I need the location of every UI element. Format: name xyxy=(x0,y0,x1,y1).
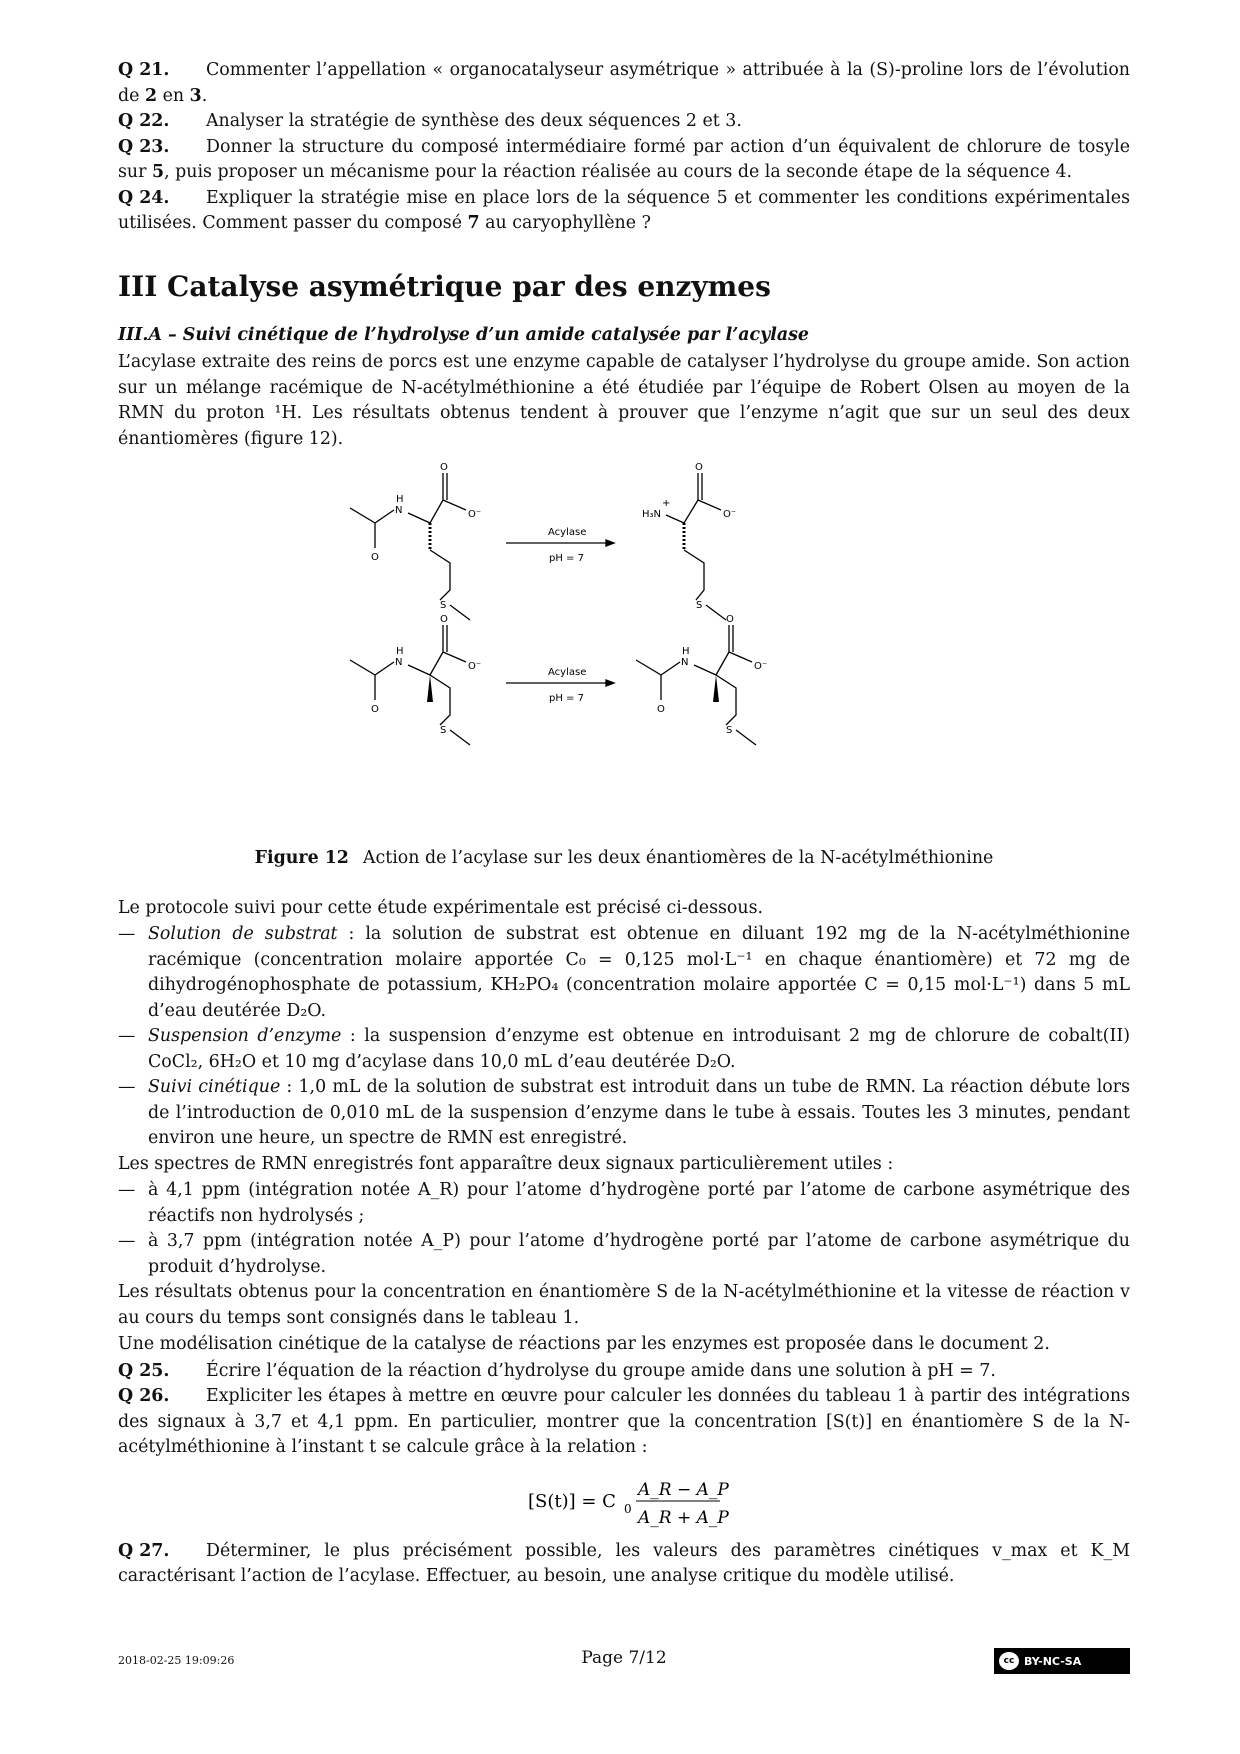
label-h3n-1: H₃N xyxy=(642,509,662,520)
formula-lhs: [S(t)] = C xyxy=(528,1490,616,1512)
side-chain-1 xyxy=(430,550,450,600)
label-n-2: N xyxy=(395,657,403,668)
side-chain-p1 xyxy=(684,550,704,600)
list-item: — Solution de substrat : la solution de substrat est obtenue en diluant 192 mg de la N-acétylméthionine racémique (concentration molaire apportée C₀ = 0,125 mol·L⁻¹ en chaque énantiomère) et 72 mg de dihydrogénophosphate de potassium, KH₂PO₄ (concentration molaire apportée C = 0,15 mol·L⁻¹) dans 5 mL d’eau deutérée D₂O. xyxy=(118,922,1130,1024)
label-n-1: N xyxy=(395,505,403,516)
n-calpha-bond-p2 xyxy=(694,665,716,675)
side-chain-p2 xyxy=(716,675,736,725)
arrow-1-label-top: Acylase xyxy=(548,527,587,538)
arrow-1-head xyxy=(606,540,614,546)
n-calpha-bond-p1 xyxy=(666,515,684,523)
page-content xyxy=(118,58,1130,1590)
label-o-acetyl-p2: O xyxy=(657,704,665,715)
label-o-acetyl-2: O xyxy=(371,704,379,715)
question-25: Q 25. Écrire l’équation de la réaction d’hydrolyse du groupe amide dans une solution à pH = 7. xyxy=(118,1360,996,1381)
results-paragraph: Les résultats obtenus pour la concentration en énantiomère S de la N-acétylméthionine et la vitesse de réaction v au cours du temps sont consignés dans le tableau 1. xyxy=(118,1282,1130,1328)
label-s-1: S xyxy=(440,600,447,611)
co-single-2 xyxy=(443,652,466,662)
formula-numerator: A_R − A_P xyxy=(638,1479,729,1500)
co-single-p2 xyxy=(729,652,752,662)
concentration-formula xyxy=(118,1473,1130,1529)
signals-list xyxy=(118,1178,1130,1280)
label-o-carbonyl-p1: O xyxy=(695,462,703,473)
page-number: Page 7/12 xyxy=(581,1648,667,1668)
license-badge: cc BY-NC-SA xyxy=(994,1648,1130,1674)
carboxyl-bond-1 xyxy=(430,500,443,523)
bold-wedge-p2 xyxy=(713,675,719,702)
signals-intro: Les spectres de RMN enregistrés font apparaître deux signaux particulièrement utiles : xyxy=(118,1153,894,1174)
subsection-title: III.A – Suivi cinétique de l’hydrolyse d’un amide catalysée par l’acylase xyxy=(118,324,809,345)
figure-caption: Figure 12 Action de l’acylase sur les deux énantiomères de la N-acétylméthionine xyxy=(254,848,994,868)
label-s-p1: S xyxy=(696,600,703,611)
label-o-acetyl-1: O xyxy=(371,552,379,563)
list-item: — à 4,1 ppm (intégration notée A_R) pour l’atome d’hydrogène porté par l’atome de carbone asymétrique des réactifs non hydrolysés ; xyxy=(118,1178,1130,1229)
acetyl-bond-2 xyxy=(350,660,375,700)
page-footer xyxy=(118,1648,1130,1678)
label-o-carbonyl-1: O xyxy=(440,462,448,473)
label-o-minus-p1: O⁻ xyxy=(723,509,737,520)
arrow-2-label-bottom: pH = 7 xyxy=(549,693,584,704)
n-calpha-bond-2 xyxy=(408,665,430,675)
figure-12 xyxy=(118,460,1130,840)
cc-icon: cc xyxy=(999,1652,1019,1670)
footer-date: 2018-02-25 19:09:26 xyxy=(118,1654,235,1667)
list-item: — Suspension d’enzyme : la suspension d’enzyme est obtenue en introduisant 2 mg de chlorure de cobalt(II) CoCl₂, 6H₂O et 10 mg d’acylase dans 10,0 mL d’eau deutérée D₂O. xyxy=(118,1024,1130,1075)
section-title: III Catalyse asymétrique par des enzymes xyxy=(118,269,771,303)
protocol-intro: Le protocole suivi pour cette étude expérimentale est précisé ci-dessous. xyxy=(118,897,764,918)
formula-denominator: A_R + A_P xyxy=(638,1507,729,1528)
arrow-2-label-top: Acylase xyxy=(548,667,587,678)
question-21: Q 21. Commenter l’appellation « organocatalyseur asymétrique » attribuée à la (S)-proline lors de l’évolution de 2 en 3. xyxy=(118,60,1130,106)
s-methyl-2 xyxy=(450,730,470,745)
n-calpha-bond-1 xyxy=(408,513,430,523)
question-22: Q 22. Analyser la stratégie de synthèse des deux séquences 2 et 3. xyxy=(118,111,742,131)
label-h-p2: H xyxy=(682,646,690,657)
label-h-2: H xyxy=(396,646,404,657)
amide-bond-1 xyxy=(375,510,394,523)
label-o-minus-2: O⁻ xyxy=(468,661,482,672)
question-24: Q 24. Expliquer la stratégie mise en place lors de la séquence 5 et commenter les conditions expérimentales utilisées. Comment passer du composé 7 au caryophyllène ? xyxy=(118,187,1130,233)
label-o-carbonyl-p2: O xyxy=(726,614,734,625)
side-chain-2 xyxy=(430,675,450,725)
label-h-1: H xyxy=(396,494,404,505)
formula-sub0: 0 xyxy=(624,1501,632,1516)
label-o-minus-p2: O⁻ xyxy=(754,661,768,672)
s-methyl-p1 xyxy=(706,605,726,620)
acetyl-bond-1 xyxy=(350,508,375,548)
label-plus-1: + xyxy=(662,498,671,509)
co-single-p1 xyxy=(698,500,721,510)
carboxyl-bond-2 xyxy=(430,652,443,675)
co-single-1 xyxy=(443,500,466,510)
acetyl-bond-p2 xyxy=(636,660,661,700)
bold-wedge-2 xyxy=(427,675,433,702)
amide-bond-2 xyxy=(375,662,394,675)
model-paragraph: Une modélisation cinétique de la catalyse de réactions par les enzymes est proposée dans le document 2. xyxy=(118,1334,1050,1354)
label-o-minus-1: O⁻ xyxy=(468,509,482,520)
label-s-p2: S xyxy=(726,725,733,736)
label-s-2: S xyxy=(440,725,447,736)
question-23: Q 23. Donner la structure du composé intermédiaire formé par action d’un équivalent de chlorure de tosyle sur 5, puis proposer un mécanisme pour la réaction réalisée au cours de la seconde étape de la séquence 4. xyxy=(118,136,1130,182)
s-methyl-1 xyxy=(450,605,470,620)
question-26: Q 26. Expliciter les étapes à mettre en œuvre pour calculer les données du tableau 1 à partir des intégrations des signaux à 3,7 et 4,1 ppm. En particulier, montrer que la concentration [S(t)] en énantiomère S de la N-acétylméthionine à l’instant t se calcule grâce à la relation : xyxy=(118,1386,1130,1457)
reaction-scheme xyxy=(118,460,1130,840)
label-o-carbonyl-2: O xyxy=(440,614,448,625)
list-item: — à 3,7 ppm (intégration notée A_P) pour l’atome d’hydrogène porté par l’atome de carbone asymétrique du produit d’hydrolyse. xyxy=(118,1229,1130,1280)
carboxyl-bond-p1 xyxy=(684,500,698,523)
label-n-p2: N xyxy=(681,657,689,668)
question-27: Q 27. Déterminer, le plus précisément possible, les valeurs des paramètres cinétiques v_max et K_M caractérisant l’action de l’acylase. Effectuer, au besoin, une analyse critique du modèle utilisé. xyxy=(118,1540,1130,1586)
formula-render xyxy=(118,1473,1130,1529)
arrow-1-label-bottom: pH = 7 xyxy=(549,553,584,564)
s-methyl-p2 xyxy=(736,730,756,745)
list-item: — Suivi cinétique : 1,0 mL de la solution de substrat est introduit dans un tube de RMN. La réaction débute lors de l’introduction de 0,010 mL de la suspension d’enzyme dans le tube à essais. Toutes les 3 minutes, pendant environ une heure, un spectre de RMN est enregistré. xyxy=(118,1075,1130,1152)
intro-paragraph: L’acylase extraite des reins de porcs est une enzyme capable de catalyser l’hydrolyse du groupe amide. Son action sur un mélange racémique de N-acétylméthionine a été étudiée par l’équipe de Robert Olsen au moyen de la RMN du proton ¹H. Les résultats obtenus tendent à prouver que l’enzyme n’agit que sur un seul des deux énantiomères (figure 12). xyxy=(118,352,1130,449)
arrow-2-head xyxy=(606,680,614,686)
carboxyl-bond-p2 xyxy=(716,652,729,675)
protocol-list xyxy=(118,922,1130,1152)
amide-bond-p2 xyxy=(661,662,680,675)
